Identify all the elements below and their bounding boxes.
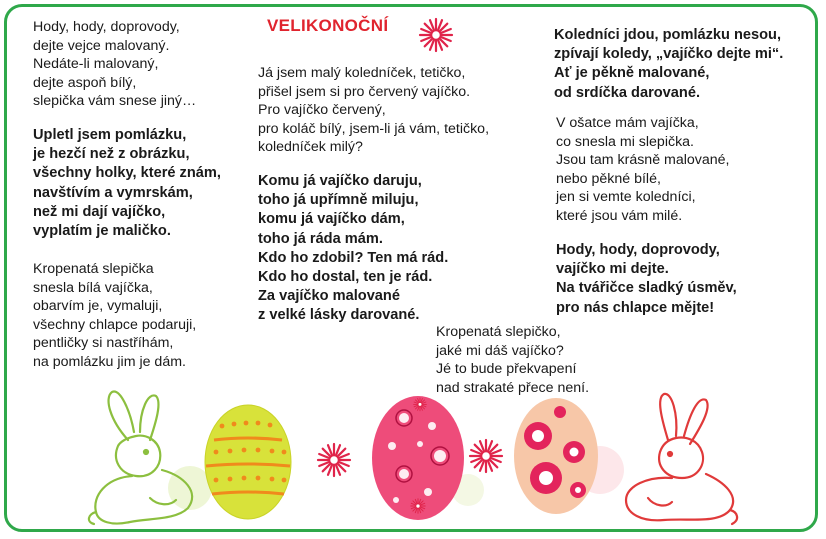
verse-line: Na tvářičce sladký úsměv,: [556, 280, 737, 297]
verse-line: koledníček milý?: [258, 139, 363, 155]
verse-line: Pro vajíčko červený,: [258, 102, 386, 118]
verse-line: všechny holky, které znám,: [33, 165, 221, 182]
yellow-egg: [205, 405, 291, 519]
verse-line: všechny chlapce podaruji,: [33, 316, 197, 333]
verse-line: nebo pěkné bílé,: [556, 170, 661, 187]
verse-line: Nedáte-li malovaný,: [33, 56, 159, 72]
verse-line: Za vajíčko malované: [258, 288, 400, 305]
verse-line: jaké mi dáš vajíčko?: [436, 342, 564, 359]
verse-line: obarvím je, vymaluji,: [33, 298, 163, 314]
verse-line: Já jsem malý koledníček, tetičko,: [258, 65, 466, 81]
verse-line: V ošatce mám vajíčka,: [556, 115, 699, 131]
verse-line: na pomlázku jim je dám.: [33, 353, 186, 370]
verse-line: přišel jsem si pro červený vajíčko.: [258, 83, 471, 100]
verse-line: Ať je pěkně malované,: [554, 65, 710, 82]
verse-line: Kdo ho dostal, ten je rád.: [258, 269, 433, 286]
verse-line: dejte aspoň bílý,: [33, 74, 137, 91]
verse-line: které jsou vám milé.: [556, 207, 683, 224]
verse-line: Komu já vajíčko daruju,: [258, 173, 422, 189]
verse-line: navštívím a vymrskám,: [33, 184, 193, 201]
verse-line: od srdíčka darované.: [554, 84, 700, 101]
verse-line: vyplatím je maličko.: [33, 223, 171, 240]
verse-line: jen si vemte koledníci,: [556, 189, 696, 205]
verse-line: dejte vejce malovaný.: [33, 37, 170, 54]
verse-line: Hody, hody, doprovody,: [556, 242, 720, 258]
verse-line: z velké lásky darované.: [258, 307, 420, 324]
flower-icon: [420, 19, 452, 51]
page-title: VELIKONOČNÍ: [267, 16, 389, 35]
verse-line: než mi dají vajíčko,: [33, 203, 166, 220]
verse-line: pro koláč bílý, jsem-li já vám, tetičko,: [258, 120, 490, 137]
flower-icon: [470, 440, 502, 472]
verse-line: Kropenatá slepičko,: [436, 324, 561, 340]
verse-line: Kropenatá slepička: [33, 261, 154, 277]
verse-line: Hody, hody, doprovody,: [33, 19, 180, 35]
verse-line: toho já upřímně miluju,: [258, 192, 419, 209]
verse-line: nad strakaté přece není.: [436, 379, 590, 396]
verse-line: vajíčko mi dejte.: [556, 261, 669, 278]
verse-line: je hezčí než z obrázku,: [33, 146, 190, 163]
verse-line: zpívají koledy, „vajíčko dejte mi“.: [554, 46, 784, 63]
verse-line: komu já vajíčko dám,: [258, 211, 405, 228]
verse-line: Jsou tam krásně malované,: [556, 152, 730, 168]
verse-line: Kdo ho zdobil? Ten má rád.: [258, 249, 449, 266]
peach-egg: [514, 398, 598, 514]
verse-line: snesla bílá vajíčka,: [33, 279, 153, 296]
verse-line: co snesla mi slepička.: [556, 133, 694, 150]
flower-icon: [411, 499, 425, 513]
flower-icon: [318, 444, 350, 476]
verse-line: Jé to bude překvapení: [436, 361, 577, 377]
bunny-right: [626, 394, 737, 524]
verse-line: pro nás chlapce mějte!: [556, 299, 715, 316]
verse-line: pentličky si nastříhám,: [33, 335, 174, 351]
verse-line: toho já ráda mám.: [258, 230, 383, 247]
verse-line: Upletl jsem pomlázku,: [33, 127, 187, 143]
verse-line: slepička vám snese jiný…: [33, 93, 197, 109]
verse-line: Koledníci jdou, pomlázku nesou,: [554, 27, 782, 43]
